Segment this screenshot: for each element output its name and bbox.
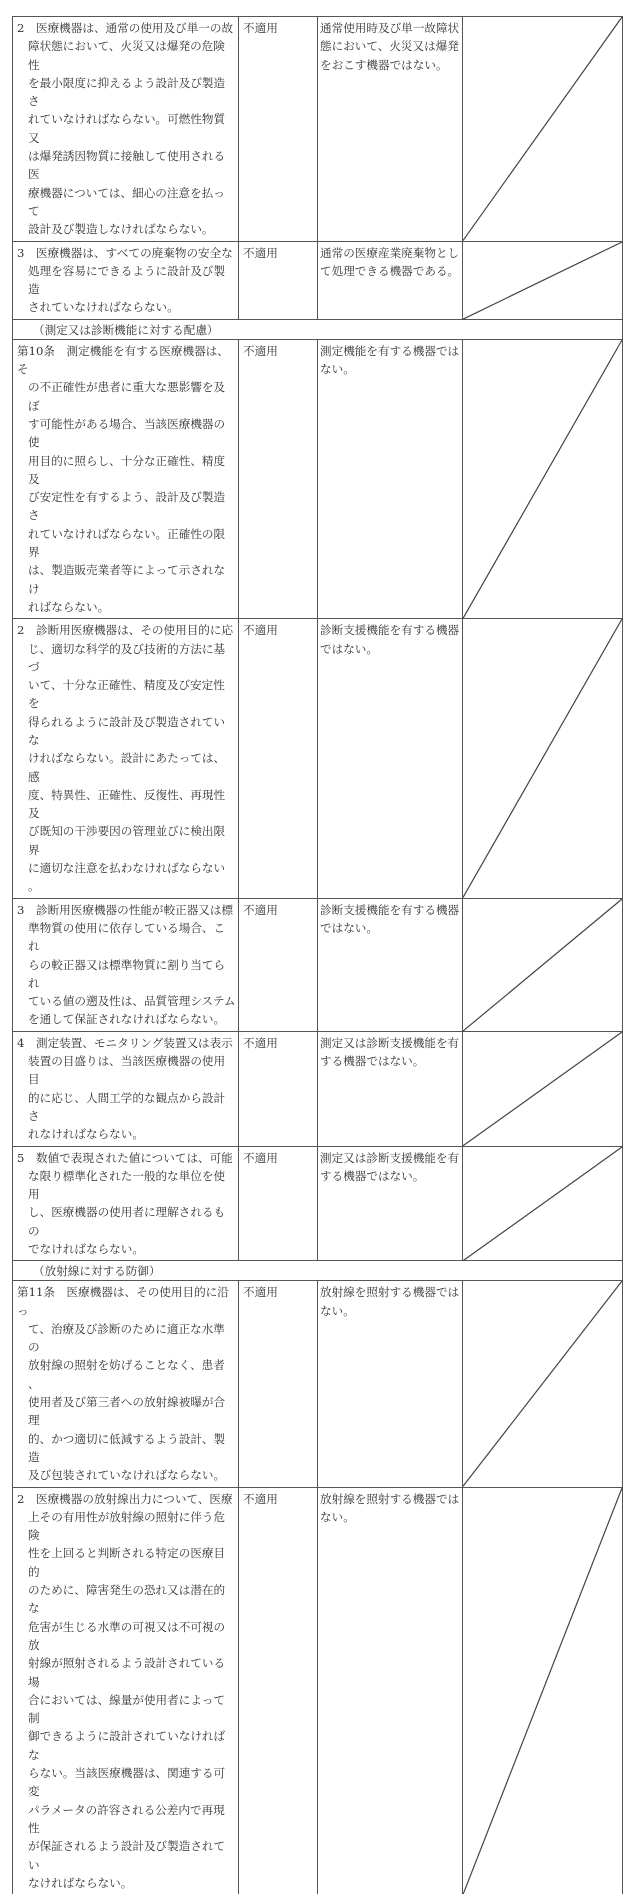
requirement-line: を通して保証されなければならない。	[28, 1012, 226, 1027]
requirement-line: いて、十分な正確性、精度及び安定性を	[28, 678, 225, 711]
applicability-text: 不適用	[243, 245, 278, 260]
not-applicable-cell	[463, 242, 622, 319]
table-row	[12, 1488, 623, 1894]
diagonal-strike	[463, 1488, 622, 1894]
reason-line: ではない。	[320, 641, 378, 656]
requirement-line: れなければならない。	[28, 1127, 144, 1142]
reason-line: 通常使用時及び単一故障状	[320, 21, 460, 35]
applicability-text: 不適用	[243, 623, 278, 638]
applicability-text: 不適用	[243, 1285, 278, 1300]
requirements-table	[12, 16, 623, 1894]
reason-cell	[318, 242, 463, 319]
requirement-line: び安定性を有するよう、設計及び製造さ	[28, 490, 226, 523]
diagonal-strike	[463, 619, 622, 897]
reason-line: 放射線を照射する機器では	[320, 1491, 460, 1506]
applicability-cell	[239, 242, 318, 319]
requirement-line: ている値の遡及性は、品質管理システム	[28, 994, 236, 1009]
diagonal-strike	[463, 17, 622, 241]
not-applicable-cell	[463, 1488, 622, 1894]
applicability-text: 不適用	[243, 21, 278, 35]
reason-cell	[318, 619, 463, 897]
requirement-line: す可能性がある場合、当該医療機器の使	[28, 416, 226, 450]
requirement-line: されていなければならない。	[28, 300, 179, 315]
not-applicable-cell	[463, 1147, 622, 1261]
requirement-line: 度、特異性、正確性、反復性、再現性及	[28, 787, 226, 821]
requirement-line: 危害が生じる水準の可視又は不可視の放	[28, 1619, 226, 1652]
requirement-line: て、治療及び診断のために適正な水準の	[28, 1321, 225, 1355]
reason-line: て処理できる機器である。	[320, 263, 460, 278]
diagonal-strike	[463, 340, 622, 618]
not-applicable-cell	[463, 1281, 622, 1486]
diagonal-strike	[463, 899, 622, 1031]
diagonal-strike	[463, 1147, 622, 1261]
applicability-text: 不適用	[243, 902, 278, 917]
requirement-cell	[13, 1488, 239, 1894]
table-row	[12, 242, 623, 320]
requirement-line: 準物質の使用に依存している場合、これ	[28, 920, 226, 954]
requirement-line: 第11条 医療機器は、その使用目的に沿っ	[17, 1285, 229, 1318]
applicability-cell	[239, 899, 318, 1031]
reason-line: する機器ではない。	[320, 1168, 425, 1183]
requirement-line: 第10条 測定機能を有する医療機器は、そ	[17, 343, 229, 377]
table-row	[12, 340, 623, 619]
section-header	[12, 320, 623, 340]
requirement-line: れていなければならない。正確性の限界	[28, 526, 226, 560]
requirement-line: は爆発誘因物質に接触して使用される医	[28, 149, 226, 182]
requirement-line: が保証されるよう設計及び製造されてい	[28, 1839, 226, 1872]
requirement-cell	[13, 899, 239, 1031]
applicability-cell	[239, 1488, 318, 1894]
reason-line: ではない。	[320, 920, 378, 935]
requirement-line: 3 医療機器は、すべての廃棄物の安全な	[17, 245, 233, 260]
reason-line: 測定又は診断支援機能を有	[320, 1035, 460, 1050]
applicability-text: 不適用	[243, 343, 278, 358]
requirement-line: 性を上回ると判断される特定の医療目的	[28, 1546, 226, 1579]
requirement-line: 的、かつ適切に低減するよう設計、製造	[28, 1431, 226, 1464]
reason-line: 測定又は診断支援機能を有	[320, 1150, 460, 1165]
applicability-cell	[239, 340, 318, 618]
requirement-line: び既知の干渉要因の管理並びに検出限界	[28, 824, 226, 857]
requirement-line: 4 測定装置、モニタリング装置又は表示	[17, 1035, 233, 1050]
reason-line: 測定機能を有する機器では	[320, 343, 460, 358]
reason-line: 診断支援機能を有する機器	[320, 902, 460, 917]
diagonal-strike	[463, 242, 622, 319]
requirement-line: 2 医療機器の放射線出力について、医療	[17, 1491, 233, 1506]
requirement-line: 療機器については、細心の注意を払って	[28, 185, 225, 218]
table-row	[12, 899, 623, 1032]
applicability-cell	[239, 17, 318, 241]
requirement-cell	[13, 1032, 239, 1146]
requirement-line: じ、適切な科学的及び技術的方法に基づ	[28, 641, 226, 674]
requirement-line: 装置の目盛りは、当該医療機器の使用目	[28, 1054, 226, 1087]
reason-cell	[318, 1147, 463, 1261]
section-label: （放射線に対する防御）	[33, 1264, 161, 1279]
requirement-cell	[13, 619, 239, 897]
requirement-cell	[13, 340, 239, 618]
requirement-line: 処理を容易にできるように設計及び製造	[28, 263, 226, 297]
reason-cell	[318, 340, 463, 618]
not-applicable-cell	[463, 619, 622, 897]
not-applicable-cell	[463, 899, 622, 1031]
requirement-line: 射線が照射されるよう設計されている場	[28, 1656, 226, 1689]
reason-line: 放射線を照射する機器では	[320, 1285, 460, 1300]
requirement-cell	[13, 1281, 239, 1486]
reason-cell	[318, 899, 463, 1031]
requirement-line: らない。当該医療機器は、関連する可変	[28, 1766, 226, 1799]
requirement-line: な限り標準化された一般的な単位を使用	[28, 1168, 226, 1202]
applicability-text: 不適用	[243, 1035, 278, 1050]
not-applicable-cell	[463, 1032, 622, 1146]
requirement-line: は、製造販売業者等によって示されなけ	[28, 563, 226, 596]
reason-line: 通常の医療産業廃棄物とし	[320, 245, 460, 260]
requirement-line: ればならない。	[28, 599, 110, 614]
requirement-line: ければならない。設計にあたっては、感	[28, 751, 226, 784]
applicability-cell	[239, 1147, 318, 1261]
requirement-line: パラメータの許容される公差内で再現性	[28, 1802, 225, 1835]
requirement-line: 合においては、線量が使用者によって制	[28, 1692, 226, 1726]
requirement-line: 上その有用性が放射線の照射に伴う危険	[28, 1509, 226, 1543]
requirement-cell	[13, 17, 239, 241]
requirement-line: 得られるように設計及び製造されていな	[28, 714, 226, 747]
requirement-line: 使用者及び第三者への放射線被曝が合理	[28, 1395, 226, 1428]
section-header	[12, 1261, 623, 1281]
table-row	[12, 17, 623, 242]
requirement-line: 御できるように設計されていなければな	[28, 1729, 226, 1762]
requirement-line: 的に応じ、人間工学的な観点から設計さ	[28, 1090, 226, 1123]
table-row	[12, 619, 623, 898]
applicability-cell	[239, 1281, 318, 1486]
requirement-line: なければならない。	[28, 1875, 133, 1890]
diagonal-strike	[463, 1032, 622, 1146]
requirement-line: らの較正器又は標準物質に割り当てられ	[28, 957, 226, 990]
table-row	[12, 1281, 623, 1487]
requirement-line: 用目的に照らし、十分な正確性、精度及	[28, 453, 226, 486]
requirement-line: でなければならない。	[28, 1242, 144, 1256]
reason-line: 診断支援機能を有する機器	[320, 623, 460, 638]
requirement-line: の不正確性が患者に重大な悪影響を及ぼ	[28, 380, 226, 413]
reason-cell	[318, 17, 463, 241]
reason-cell	[318, 1032, 463, 1146]
applicability-text: 不適用	[243, 1491, 278, 1506]
not-applicable-cell	[463, 17, 622, 241]
requirement-line: 3 診断用医療機器の性能が較正器又は標	[17, 902, 234, 917]
not-applicable-cell	[463, 340, 622, 618]
reason-line: ない。	[320, 1509, 355, 1524]
requirement-line: 5 数値で表現された値については、可能	[17, 1150, 233, 1165]
applicability-cell	[239, 619, 318, 897]
reason-cell	[318, 1281, 463, 1486]
requirement-line: し、医療機器の使用者に理解されるもの	[28, 1205, 226, 1238]
table-row	[12, 1147, 623, 1262]
requirement-line: 2 医療機器は、通常の使用及び単一の故	[17, 21, 234, 35]
applicability-text: 不適用	[243, 1150, 278, 1165]
requirement-line: 設計及び製造しなければならない。	[28, 222, 214, 237]
requirement-line: を最小限度に抑えるよう設計及び製造さ	[28, 75, 226, 109]
requirement-line: れていなければならない。可燃性物質又	[28, 112, 226, 145]
requirement-line: のために、障害発生の恐れ又は潜在的な	[28, 1583, 226, 1616]
diagonal-strike	[463, 1281, 622, 1486]
requirement-line: 及び包装されていなければならない。	[28, 1468, 226, 1483]
requirement-line: 放射線の照射を妨げることなく、患者、	[28, 1358, 225, 1391]
requirement-line: 障状態において、火災又は爆発の危険性	[28, 39, 225, 72]
requirement-line: に適切な注意を払わなければならない。	[28, 861, 226, 894]
requirement-cell	[13, 242, 239, 319]
reason-line: ない。	[320, 1303, 355, 1318]
table-row	[12, 1032, 623, 1147]
reason-cell	[318, 1488, 463, 1894]
reason-line: する機器ではない。	[320, 1054, 425, 1069]
requirement-line: 2 診断用医療機器は、その使用目的に応	[17, 623, 234, 638]
section-label: （測定又は診断機能に対する配慮）	[33, 322, 219, 337]
reason-line: 態において、火災又は爆発	[320, 39, 459, 54]
applicability-cell	[239, 1032, 318, 1146]
reason-line: ない。	[320, 362, 355, 377]
requirement-cell	[13, 1147, 239, 1261]
reason-line: をおこす機器ではない。	[320, 57, 448, 72]
